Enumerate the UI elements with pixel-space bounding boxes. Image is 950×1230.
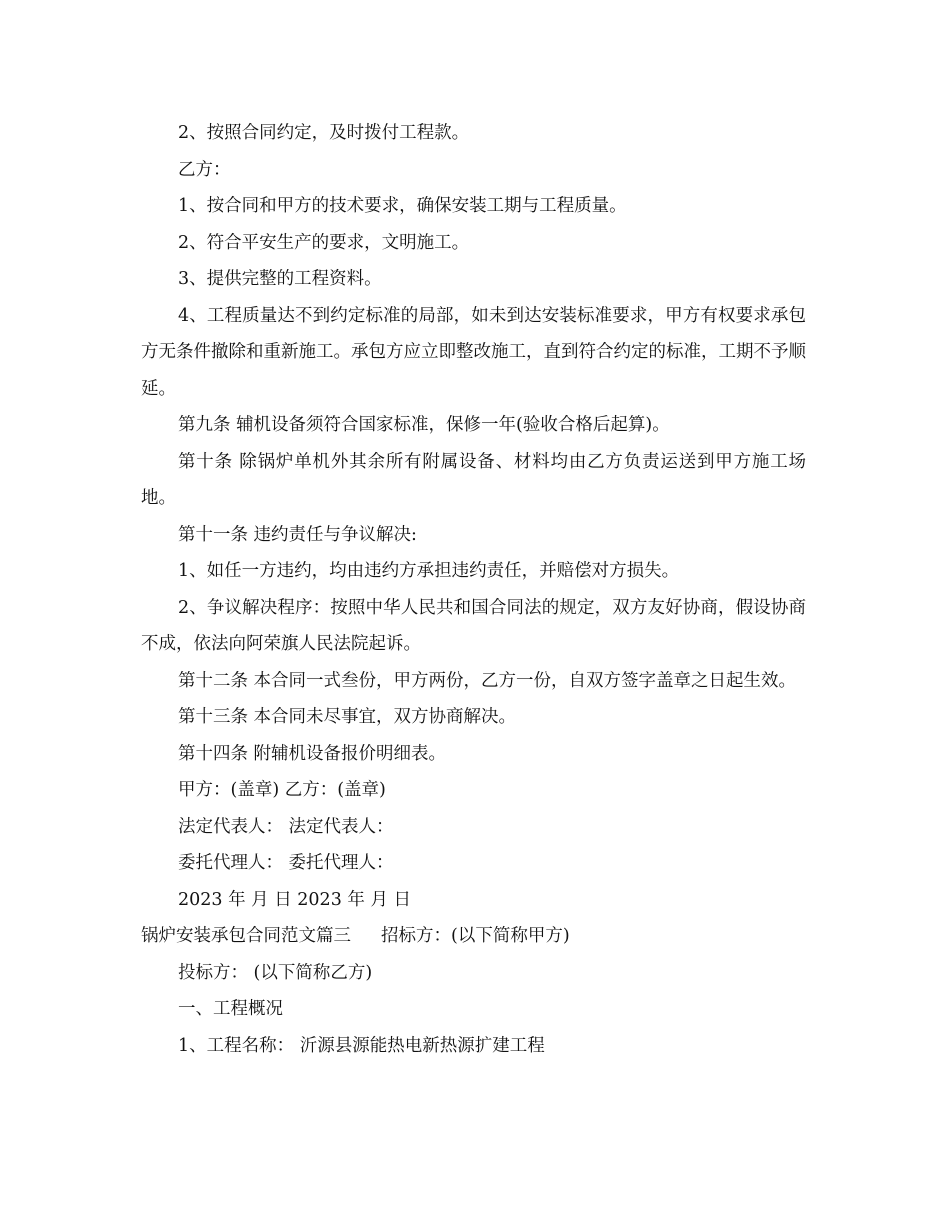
section-title: 锅炉安装承包合同范文篇三 [141,926,351,946]
paragraph-article-14: 第十四条 附辅机设备报价明细表。 [178,743,447,764]
paragraph-b-duty-1: 1、按合同和甲方的技术要求，确保安装工期与工程质量。 [178,196,627,216]
paragraph-b-duty-2: 2、符合平安生产的要求，文明施工。 [178,232,470,253]
bidder-party-line: 投标方： (以下简称乙方) [178,962,373,983]
project-name-line: 1、工程名称： 沂源县源能热电新热源扩建工程 [178,1035,545,1056]
section-heading [141,918,806,955]
paragraph-b-duty-3: 3、提供完整的工程资料。 [178,269,382,289]
paragraph-article-11: 第十一条 违约责任与争议解决: [178,524,417,545]
signature-legal-rep-line: 法定代表人： 法定代表人： [178,816,394,837]
document-body [141,115,806,1064]
paragraph-article-13: 第十三条 本合同未尽事宜，双方协商解决。 [178,707,517,727]
paragraph-article-11-item-2: 2、争议解决程序：按照中华人民共和国合同法的规定，双方友好协商，假设协商不成，依法向阿荣旗人民法院起诉。 [141,597,806,654]
paragraph-article-11-item-1: 1、如任一方违约，均由违约方承担违约责任，并赔偿对方损失。 [178,561,680,581]
signature-agent-line: 委托代理人： 委托代理人： [178,853,394,873]
signature-date-line: 2023 年 月 日 2023 年 月 日 [178,889,412,910]
signature-seal-line: 甲方：(盖章) 乙方：(盖章) [178,780,386,800]
paragraph-party-b-label: 乙方： [178,159,231,180]
tender-party-line: 招标方：(以下简称甲方) [381,926,570,946]
paragraph-article-10: 第十条 除锅炉单机外其余所有附属设备、材料均由乙方负责运送到甲方施工场地。 [141,451,806,508]
paragraph-b-duty-4: 4、工程质量达不到约定标准的局部，如未到达安装标准要求，甲方有权要求承包方无条件撤除和重新施工。承包方应立即整改施工，直到符合约定的标准，工期不予顺延。 [141,305,806,399]
paragraph-article-9: 第九条 辅机设备须符合国家标准，保修一年(验收合格后起算)。 [178,415,670,435]
paragraph-article-12: 第十二条 本合同一式叁份，甲方两份，乙方一份，自双方签字盖章之日起生效。 [178,670,797,691]
project-overview-heading: 一、工程概况 [178,999,283,1019]
paragraph-payment-duty: 2、按照合同约定，及时拨付工程款。 [178,123,470,143]
